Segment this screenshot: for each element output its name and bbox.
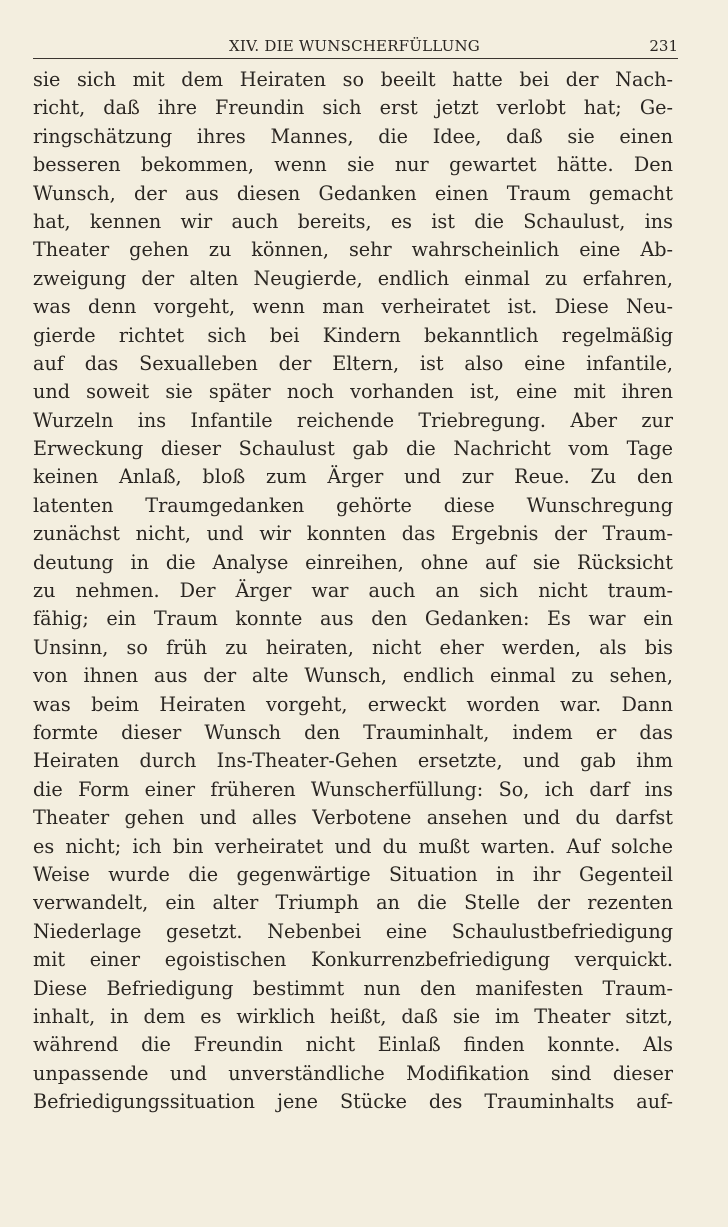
text-line: Weise wurde die gegenwärtige Situation in ihr Gegenteil (33, 862, 673, 886)
text-line: zu nehmen. Der Ärger war auch an sich nicht traum- (33, 579, 673, 603)
text-line: was denn vorgeht, wenn man verheiratet ist. Diese Neu- (33, 295, 673, 319)
text-line: richt, daß ihre Freundin sich erst jetzt verlobt hat; Ge- (33, 96, 673, 120)
page-header (33, 34, 678, 59)
text-line: latenten Traumgedanken gehörte diese Wunschregung (33, 493, 673, 517)
text-line: gierde richtet sich bei Kindern bekanntlich regelmäßig (33, 323, 673, 347)
text-line: besseren bekommen, wenn sie nur gewartet hätte. Den (33, 153, 673, 177)
text-line: Befriedigungssituation jene Stücke des Trauminhalts auf- (33, 1090, 673, 1114)
text-line: Diese Befriedigung bestimmt nun den manifesten Traum- (33, 976, 673, 1000)
text-line: unpassende und unverständliche Modifikation sind dieser (33, 1061, 673, 1085)
text-line: während die Freundin nicht Einlaß finden konnte. Als (33, 1033, 673, 1057)
text-line: ringschätzung ihres Mannes, die Idee, daß sie einen (33, 124, 673, 148)
text-line: Niederlage gesetzt. Nebenbei eine Schaulustbefriedigung (33, 919, 673, 943)
text-line: verwandelt, ein alter Triumph an die Stelle der rezenten (33, 891, 673, 915)
text-line: es nicht; ich bin verheiratet und du mußt warten. Auf solche (33, 834, 673, 858)
text-line: sie sich mit dem Heiraten so beeilt hatte bei der Nach- (33, 68, 673, 91)
body-text (33, 66, 673, 1116)
text-line: mit einer egoistischen Konkurrenzbefriedigung verquickt. (33, 948, 673, 972)
running-title: XIV. DIE WUNSCHERFÜLLUNG (229, 37, 480, 55)
text-line: Heiraten durch Ins-Theater-Gehen ersetzte, und gab ihm (33, 749, 673, 773)
text-line: Erweckung dieser Schaulust gab die Nachricht vom Tage (33, 437, 673, 461)
text-line: hat, kennen wir auch bereits, es ist die Schaulust, ins (33, 209, 673, 233)
text-line: und soweit sie später noch vorhanden ist, eine mit ihren (33, 380, 673, 404)
page-number: 231 (649, 37, 678, 55)
text-line: von ihnen aus der alte Wunsch, endlich einmal zu sehen, (33, 664, 673, 688)
text-line: fähig; ein Traum konnte aus den Gedanken: Es war ein (33, 607, 673, 631)
text-line: keinen Anlaß, bloß zum Ärger und zur Reue. Zu den (33, 465, 673, 489)
text-line: was beim Heiraten vorgeht, erweckt worden war. Dann (33, 692, 673, 716)
text-line: Theater gehen zu können, sehr wahrscheinlich eine Ab- (33, 238, 673, 262)
text-line: inhalt, in dem es wirklich heißt, daß sie im Theater sitzt, (33, 1004, 673, 1028)
text-line: Wunsch, der aus diesen Gedanken einen Traum gemacht (33, 181, 673, 205)
text-line: deutung in die Analyse einreihen, ohne auf sie Rücksicht (33, 550, 673, 574)
text-line: Theater gehen und alles Verbotene ansehen und du darfst (33, 806, 673, 830)
text-line: zweigung der alten Neugierde, endlich einmal zu erfahren, (33, 266, 673, 290)
text-line: zunächst nicht, und wir konnten das Ergebnis der Traum- (33, 522, 673, 546)
text-line: formte dieser Wunsch den Trauminhalt, indem er das (33, 720, 673, 744)
text-line: die Form einer früheren Wunscherfüllung: So, ich darf ins (33, 777, 673, 801)
text-line: Wurzeln ins Infantile reichende Triebregung. Aber zur (33, 408, 673, 432)
text-line: auf das Sexualleben der Eltern, ist also eine infantile, (33, 351, 673, 375)
text-line: Unsinn, so früh zu heiraten, nicht eher werden, als bis (33, 635, 673, 659)
